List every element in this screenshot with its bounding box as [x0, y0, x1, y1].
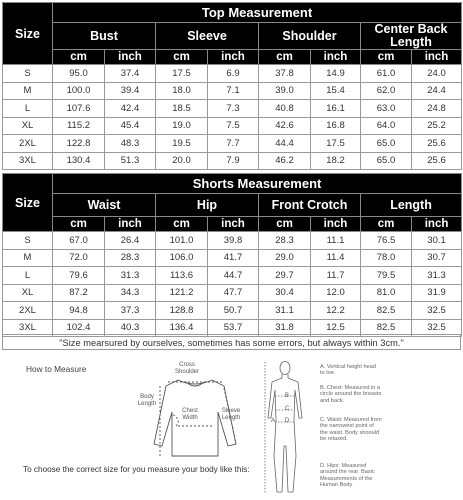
- size-header: Size: [3, 174, 53, 232]
- value-cell: 67.0: [53, 232, 105, 250]
- shorts-measurement-table: [2, 173, 462, 337]
- group-header: Hip: [156, 194, 259, 217]
- group-header: Shoulder: [259, 23, 361, 50]
- legend-a: A. Vertical height head to toe.: [320, 364, 376, 377]
- unit-header: inch: [105, 50, 156, 65]
- table-title: Top Measurement: [53, 3, 462, 23]
- table-row: [3, 117, 462, 135]
- value-cell: 16.1: [311, 100, 361, 118]
- size-cell: L: [3, 267, 53, 285]
- size-cell: 3XL: [3, 152, 53, 170]
- value-cell: 79.5: [361, 267, 412, 285]
- unit-header: inch: [311, 217, 361, 232]
- value-cell: 76.5: [361, 232, 412, 250]
- value-cell: 37.3: [105, 302, 156, 320]
- sleeve-length-label: Sleeve Length: [221, 408, 241, 421]
- size-cell: S: [3, 232, 53, 250]
- unit-header: inch: [208, 217, 259, 232]
- value-cell: 16.8: [311, 117, 361, 135]
- value-cell: 32.5: [412, 319, 462, 337]
- size-header: Size: [3, 3, 53, 65]
- value-cell: 19.5: [156, 135, 208, 153]
- value-cell: 7.3: [208, 100, 259, 118]
- value-cell: 102.4: [53, 319, 105, 337]
- top-measurement-table: [2, 2, 462, 170]
- cross-shoulder-label: Cross Shoulder: [174, 362, 200, 375]
- value-cell: 128.8: [156, 302, 208, 320]
- value-cell: 24.0: [412, 65, 462, 83]
- value-cell: 100.0: [53, 82, 105, 100]
- size-cell: XL: [3, 117, 53, 135]
- value-cell: 32.5: [412, 302, 462, 320]
- size-cell: 2XL: [3, 135, 53, 153]
- value-cell: 42.6: [259, 117, 311, 135]
- size-cell: S: [3, 65, 53, 83]
- value-cell: 78.0: [361, 249, 412, 267]
- value-cell: 39.8: [208, 232, 259, 250]
- value-cell: 53.7: [208, 319, 259, 337]
- unit-header: cm: [156, 217, 208, 232]
- marker-a: A: [270, 418, 275, 424]
- unit-header: inch: [412, 50, 462, 65]
- value-cell: 18.5: [156, 100, 208, 118]
- value-cell: 79.6: [53, 267, 105, 285]
- table-row: [3, 284, 462, 302]
- value-cell: 136.4: [156, 319, 208, 337]
- value-cell: 7.1: [208, 82, 259, 100]
- value-cell: 106.0: [156, 249, 208, 267]
- value-cell: 28.3: [259, 232, 311, 250]
- value-cell: 121.2: [156, 284, 208, 302]
- value-cell: 31.3: [412, 267, 462, 285]
- table-title: Shorts Measurement: [53, 174, 462, 194]
- value-cell: 48.3: [105, 135, 156, 153]
- value-cell: 29.7: [259, 267, 311, 285]
- table-row: [3, 232, 462, 250]
- value-cell: 12.0: [311, 284, 361, 302]
- group-header: Center Back Length: [361, 23, 462, 50]
- table-row: [3, 100, 462, 118]
- value-cell: 94.8: [53, 302, 105, 320]
- value-cell: 122.8: [53, 135, 105, 153]
- value-cell: 31.3: [105, 267, 156, 285]
- value-cell: 18.2: [311, 152, 361, 170]
- unit-header: inch: [208, 50, 259, 65]
- value-cell: 44.7: [208, 267, 259, 285]
- table-row: [3, 82, 462, 100]
- value-cell: 45.4: [105, 117, 156, 135]
- value-cell: 39.4: [105, 82, 156, 100]
- value-cell: 11.4: [311, 249, 361, 267]
- value-cell: 62.0: [361, 82, 412, 100]
- chest-width-label: Chest Width: [182, 408, 198, 421]
- value-cell: 19.0: [156, 117, 208, 135]
- unit-header: cm: [53, 50, 105, 65]
- unit-header: cm: [53, 217, 105, 232]
- value-cell: 17.5: [156, 65, 208, 83]
- value-cell: 40.3: [105, 319, 156, 337]
- value-cell: 65.0: [361, 135, 412, 153]
- value-cell: 65.0: [361, 152, 412, 170]
- size-cell: M: [3, 82, 53, 100]
- value-cell: 115.2: [53, 117, 105, 135]
- group-header: Waist: [53, 194, 156, 217]
- value-cell: 17.5: [311, 135, 361, 153]
- value-cell: 12.2: [311, 302, 361, 320]
- value-cell: 34.3: [105, 284, 156, 302]
- size-cell: L: [3, 100, 53, 118]
- unit-header: cm: [259, 217, 311, 232]
- table-row: [3, 152, 462, 170]
- value-cell: 24.4: [412, 82, 462, 100]
- legend-b: B. Chest: Measured in a circle around the breasts and back.: [320, 385, 382, 404]
- legend-d: D. Hips: Measured around the rear. Basic Measurements of the Human Body: [320, 463, 375, 489]
- value-cell: 44.4: [259, 135, 311, 153]
- size-cell: 3XL: [3, 319, 53, 337]
- unit-header: cm: [259, 50, 311, 65]
- value-cell: 130.4: [53, 152, 105, 170]
- value-cell: 50.7: [208, 302, 259, 320]
- shirt-diagram: [150, 372, 240, 462]
- value-cell: 37.8: [259, 65, 311, 83]
- unit-header: inch: [105, 217, 156, 232]
- group-header: Length: [361, 194, 462, 217]
- table-row: [3, 135, 462, 153]
- size-cell: 2XL: [3, 302, 53, 320]
- marker-d: D: [284, 418, 290, 424]
- value-cell: 31.8: [259, 319, 311, 337]
- value-cell: 107.6: [53, 100, 105, 118]
- value-cell: 15.4: [311, 82, 361, 100]
- unit-header: cm: [361, 217, 412, 232]
- marker-b: B: [284, 393, 289, 399]
- value-cell: 51.3: [105, 152, 156, 170]
- value-cell: 113.6: [156, 267, 208, 285]
- group-header: Sleeve: [156, 23, 259, 50]
- table-row: [3, 267, 462, 285]
- value-cell: 25.2: [412, 117, 462, 135]
- unit-header: inch: [412, 217, 462, 232]
- value-cell: 46.2: [259, 152, 311, 170]
- body-length-label: Body Length: [137, 394, 157, 407]
- value-cell: 37.4: [105, 65, 156, 83]
- value-cell: 7.7: [208, 135, 259, 153]
- value-cell: 29.0: [259, 249, 311, 267]
- value-cell: 101.0: [156, 232, 208, 250]
- value-cell: 61.0: [361, 65, 412, 83]
- group-header: Bust: [53, 23, 156, 50]
- choose-size-text: To choose the correct size for you measure your body like this:: [23, 465, 250, 474]
- value-cell: 20.0: [156, 152, 208, 170]
- value-cell: 31.1: [259, 302, 311, 320]
- value-cell: 64.0: [361, 117, 412, 135]
- value-cell: 14.9: [311, 65, 361, 83]
- value-cell: 31.9: [412, 284, 462, 302]
- value-cell: 28.3: [105, 249, 156, 267]
- value-cell: 24.8: [412, 100, 462, 118]
- value-cell: 26.4: [105, 232, 156, 250]
- value-cell: 63.0: [361, 100, 412, 118]
- value-cell: 11.7: [311, 267, 361, 285]
- value-cell: 40.8: [259, 100, 311, 118]
- table-row: [3, 302, 462, 320]
- value-cell: 30.1: [412, 232, 462, 250]
- value-cell: 30.4: [259, 284, 311, 302]
- body-diagram: [262, 360, 308, 498]
- value-cell: 82.5: [361, 319, 412, 337]
- marker-c: C: [284, 406, 290, 412]
- value-cell: 18.0: [156, 82, 208, 100]
- value-cell: 39.0: [259, 82, 311, 100]
- value-cell: 12.5: [311, 319, 361, 337]
- value-cell: 81.0: [361, 284, 412, 302]
- value-cell: 25.6: [412, 152, 462, 170]
- size-cell: XL: [3, 284, 53, 302]
- value-cell: 7.5: [208, 117, 259, 135]
- size-cell: M: [3, 249, 53, 267]
- value-cell: 7.9: [208, 152, 259, 170]
- group-header: Front Crotch: [259, 194, 361, 217]
- unit-header: inch: [311, 50, 361, 65]
- value-cell: 30.7: [412, 249, 462, 267]
- measurement-note: "Size mearsured by ourselves, sometimes has some errors, but always within 3cm.": [2, 334, 461, 350]
- value-cell: 47.7: [208, 284, 259, 302]
- table-row: [3, 249, 462, 267]
- unit-header: cm: [361, 50, 412, 65]
- how-to-measure-title: How to Measure: [26, 364, 87, 374]
- value-cell: 6.9: [208, 65, 259, 83]
- value-cell: 25.6: [412, 135, 462, 153]
- unit-header: cm: [156, 50, 208, 65]
- value-cell: 72.0: [53, 249, 105, 267]
- value-cell: 87.2: [53, 284, 105, 302]
- legend-c: C. Waist: Measured from the narrowest point of the waist. Body shoould be relaxed.: [320, 417, 382, 443]
- value-cell: 95.0: [53, 65, 105, 83]
- value-cell: 11.1: [311, 232, 361, 250]
- value-cell: 42.4: [105, 100, 156, 118]
- value-cell: 82.5: [361, 302, 412, 320]
- table-row: [3, 65, 462, 83]
- value-cell: 41.7: [208, 249, 259, 267]
